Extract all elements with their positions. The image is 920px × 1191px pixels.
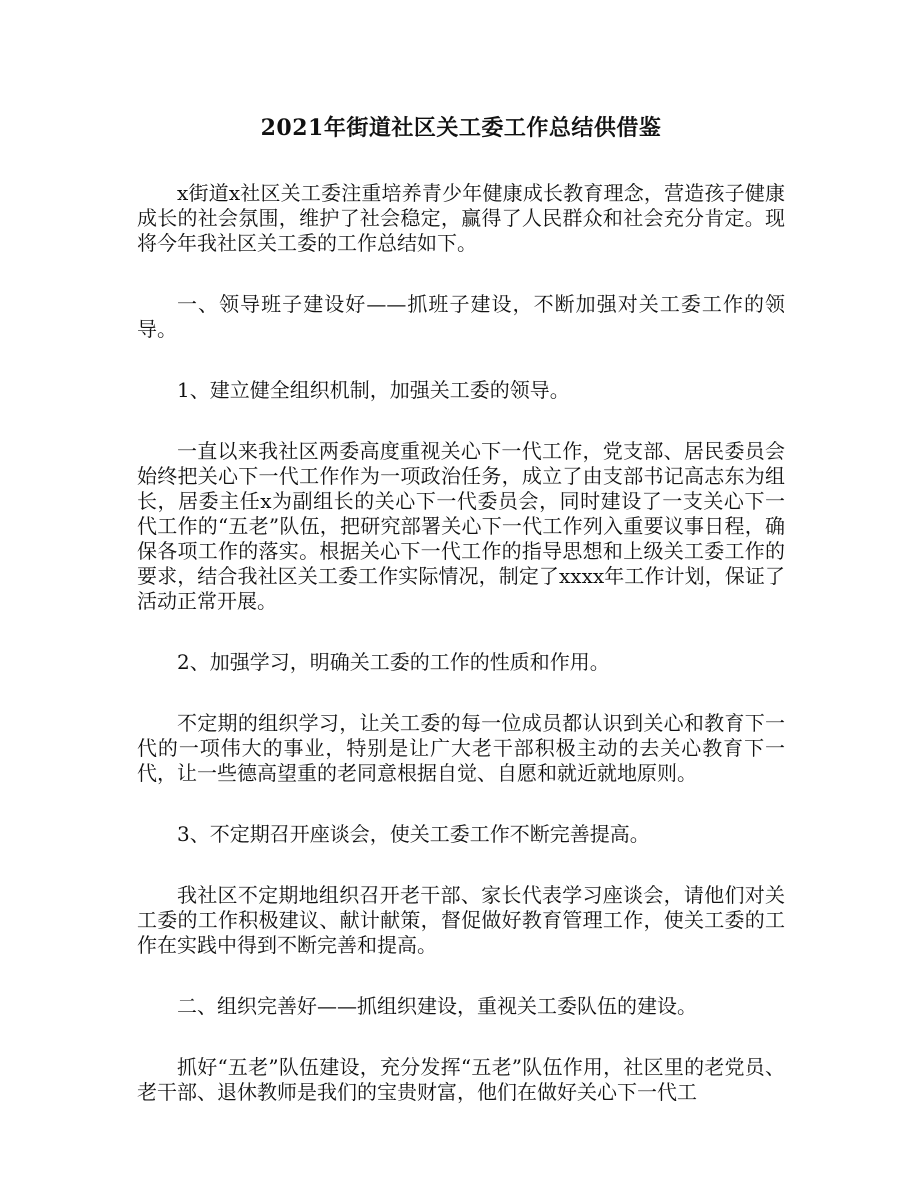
- subheading-2: 2、加强学习，明确关工委的工作的性质和作用。: [177, 650, 610, 674]
- paragraph-spacer: [137, 403, 785, 439]
- paragraph-organization: 一直以来我社区两委高度重视关心下一代工作，党支部、居民委员会始终把关心下一代工作作为一项政治任务，成立了由支部书记高志东为组长，居委主任x为副组长的关心下一代委员会，同时建设了一支关心下一代工作的“五老”队伍，把研究部署关心下一代工作列入重要议事日程，确保各项工作的落实。根据关心下一代工作的指导思想和上级关工委工作的要求，结合我社区关工委工作实际情况，制定了xxxx年工作计划，保证了活动正常开展。: [137, 439, 785, 613]
- paragraph-five-elders: 抓好“五老”队伍建设，充分发挥“五老”队伍作用，社区里的老党员、老干部、退休教师是我们的宝贵财富，他们在做好关心下一代工: [137, 1055, 785, 1104]
- paragraph-intro: x街道x社区关工委注重培养青少年健康成长教育理念，营造孩子健康成长的社会氛围，维护了社会稳定，赢得了人民群众和社会充分肯定。现将今年我社区关工委的工作总结如下。: [137, 181, 785, 255]
- paragraph-spacer: [137, 342, 785, 378]
- document-page: [137, 112, 785, 1105]
- heading-section-2: 二、组织完善好——抓组织建设，重视关工委队伍的建设。: [177, 994, 697, 1018]
- paragraph-spacer: [137, 847, 785, 883]
- paragraph-spacer: [137, 614, 785, 650]
- paragraph-study: 不定期的组织学习，让关工委的每一位成员都认识到关心和教育下一代的一项伟大的事业，特别是让广大老干部积极主动的去关心教育下一代，让一些德高望重的老同意根据自觉、自愿和就近就地原则。: [137, 711, 785, 785]
- title-spacer: [137, 144, 785, 181]
- paragraph-spacer: [137, 958, 785, 994]
- heading-section-1: 一、领导班子建设好——抓班子建设，不断加强对关工委工作的领导。: [137, 292, 785, 341]
- subheading-3: 3、不定期召开座谈会，使关工委工作不断完善提高。: [177, 822, 650, 846]
- document-title: 2021年街道社区关工委工作总结供借鉴: [260, 115, 662, 141]
- paragraph-forum: 我社区不定期地组织召开老干部、家长代表学习座谈会，请他们对关工委的工作积极建议、献计献策，督促做好教育管理工作，使关工委的工作在实践中得到不断完善和提高。: [137, 883, 785, 957]
- paragraph-spacer: [137, 256, 785, 292]
- paragraph-spacer: [137, 786, 785, 822]
- paragraph-spacer: [137, 675, 785, 711]
- subheading-1: 1、建立健全组织机制，加强关工委的领导。: [177, 378, 570, 402]
- paragraph-spacer: [137, 1019, 785, 1055]
